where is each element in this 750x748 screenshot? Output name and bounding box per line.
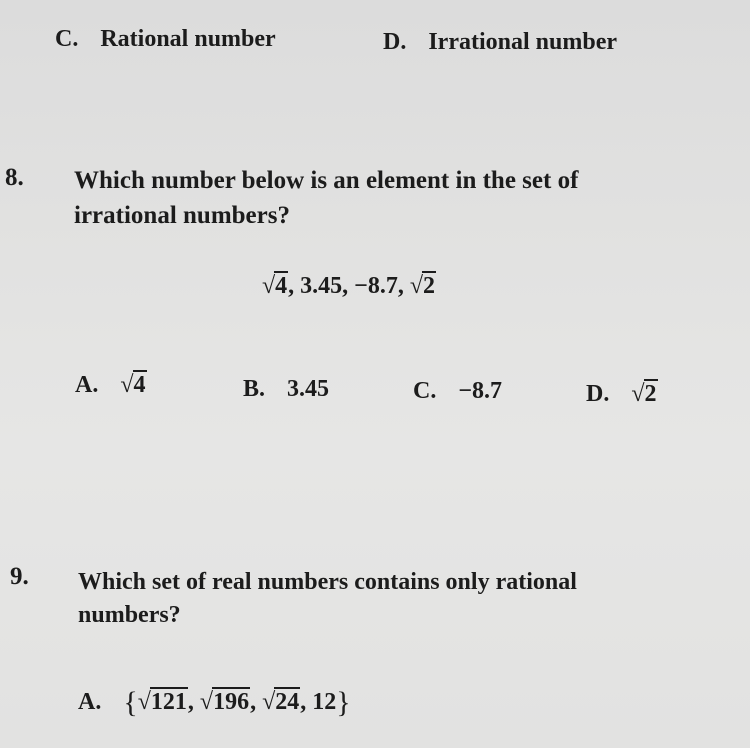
question-8-choice-d[interactable]	[586, 381, 658, 408]
question-9-line2: numbers?	[78, 602, 181, 628]
list-item-decimal: 3.45,	[300, 273, 349, 299]
separator: ,	[288, 273, 295, 299]
radical-sign-icon: √	[409, 273, 424, 299]
radical-sign-icon: √	[631, 381, 645, 407]
prev-choice-d-letter: D.	[383, 29, 407, 55]
radical-sign-icon: √	[199, 689, 214, 715]
separator: ,	[187, 689, 194, 715]
list-item-negative: −8.7,	[354, 273, 404, 299]
choice-letter: D.	[586, 381, 610, 407]
radicand: 121	[150, 689, 187, 715]
radicand: 24	[275, 689, 300, 715]
prev-choice-c-letter: C.	[55, 26, 79, 52]
question-9-line1: Which set of real numbers contains only rational	[78, 569, 577, 595]
radicand: 4	[133, 372, 146, 398]
question-9-choice-a[interactable]	[78, 686, 351, 720]
open-brace: {	[123, 686, 138, 719]
close-brace: }	[336, 686, 351, 719]
prev-choice-c	[55, 26, 276, 53]
question-9-number: 9.	[10, 563, 29, 590]
question-8-choice-b[interactable]	[243, 376, 329, 403]
sqrt-4-expression	[120, 372, 146, 399]
sqrt-2-expression	[410, 273, 436, 300]
choice-letter: C.	[413, 378, 437, 404]
radicand: 2	[423, 273, 436, 299]
question-8-choice-a[interactable]	[75, 372, 147, 399]
separator: ,	[250, 689, 257, 715]
sqrt-2-expression	[631, 381, 657, 408]
choice-value: −8.7	[458, 378, 503, 404]
choice-value: 3.45	[287, 376, 330, 402]
sqrt-121-expression	[138, 689, 188, 716]
question-8-line1: Which number below is an element in the set of	[74, 167, 579, 194]
radicand: 4	[275, 273, 288, 299]
radicand: 2	[644, 381, 657, 407]
choice-letter: A.	[78, 689, 102, 715]
radical-sign-icon: √	[262, 273, 276, 299]
radical-sign-icon: √	[137, 689, 151, 715]
prev-choice-c-text: Rational number	[100, 26, 276, 52]
sqrt-24-expression	[262, 689, 300, 716]
question-8-choice-c[interactable]	[413, 378, 502, 405]
question-8-number-list	[262, 273, 436, 300]
prev-choice-d-text: Irrational number	[428, 29, 618, 55]
prev-choice-d	[383, 29, 617, 56]
question-8-number: 8.	[5, 164, 24, 191]
sqrt-4-expression	[262, 273, 288, 300]
sqrt-196-expression	[200, 689, 250, 716]
radical-sign-icon: √	[262, 689, 276, 715]
question-8-line2: irrational numbers?	[74, 202, 290, 229]
separator: ,	[300, 689, 307, 715]
set-value-12: 12	[312, 689, 337, 715]
choice-letter: A.	[75, 372, 99, 398]
radical-sign-icon: √	[120, 372, 134, 398]
radicand: 196	[213, 689, 250, 715]
choice-letter: B.	[243, 376, 266, 402]
